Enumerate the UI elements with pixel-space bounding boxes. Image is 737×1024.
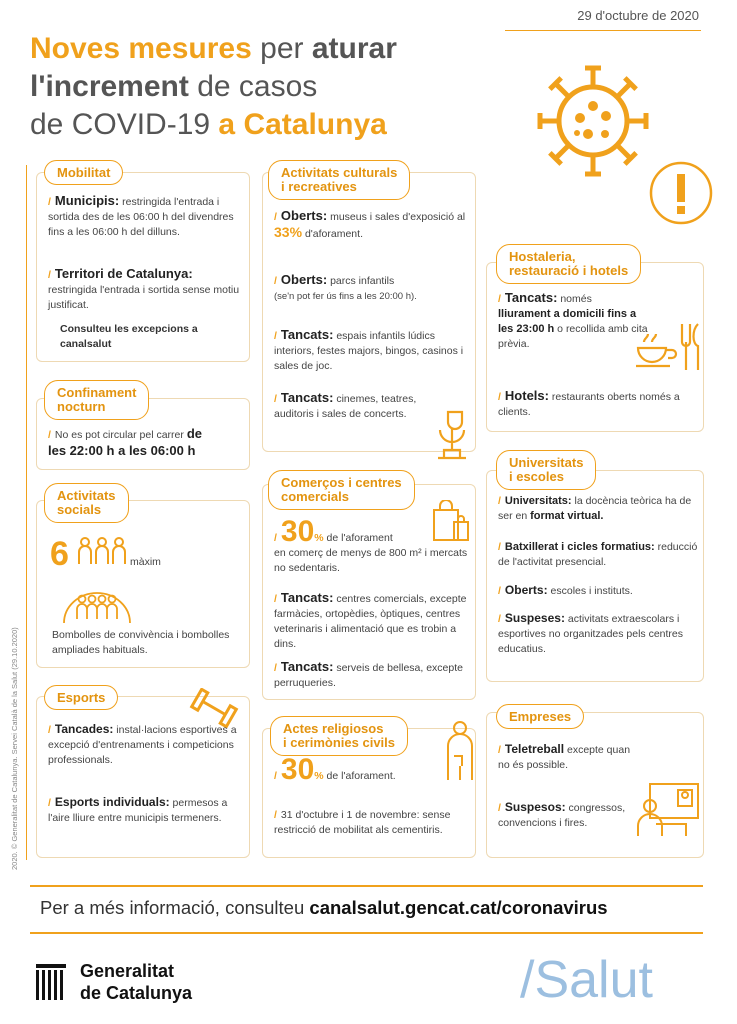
footer-info: Per a més informació, consulteu canalsalut.gencat.cat/coronavirus bbox=[40, 897, 608, 918]
universitats-item-2: / Batxillerat i cicles formatius: reducció de l'activitat presencial. bbox=[498, 541, 698, 568]
group-icon bbox=[76, 536, 128, 566]
comercos-item-2: / Tancats: centres comercials, excepte farmàcies, ortopèdies, òptiques, centres veterinaris i alimentació que es trobin a dins. bbox=[274, 590, 467, 650]
side-divider bbox=[26, 165, 27, 860]
hostaleria-item-1: / Tancats: només lliurament a domicili fins a les 23:00 h o recollida amb cita prèvia. bbox=[498, 290, 648, 350]
esports-item-2: / Esports individuals: permesos a l'aire lliure entre municipis termeners. bbox=[48, 795, 228, 824]
hostaleria-item-2: / Hotels: restaurants oberts només a clients. bbox=[498, 388, 680, 418]
esports-item-1: / Tancades: instal·lacions esportives a excepció d'entrenaments i competicions professionals. bbox=[48, 722, 237, 766]
page-title: Noves mesures per aturar l'increment de casos de COVID-19 a Catalunya bbox=[30, 32, 397, 141]
warning-icon bbox=[648, 160, 714, 226]
bubble-icon bbox=[62, 585, 132, 625]
footer-divider-bottom bbox=[30, 932, 703, 934]
mobilitat-item-2: / Territori de Catalunya: restringida l'entrada i sortida sense motiu justificat. bbox=[48, 266, 240, 311]
generalitat-name: Generalitat de Catalunya bbox=[80, 961, 193, 1003]
date-label: 29 d'octubre de 2020 bbox=[577, 8, 699, 23]
religiosos-item-2: / 31 d'octubre i 1 de novembre: sense restricció de mobilitat als cementiris. bbox=[274, 809, 451, 836]
mobilitat-tab: Mobilitat bbox=[44, 160, 123, 185]
universitats-item-1: / Universitats: la docència teòrica ha de ser en format virtual. bbox=[498, 495, 692, 522]
culturals-item-2: / Oberts: parcs infantils (se'n pot fer ús fins a les 20:00 h). bbox=[274, 272, 417, 302]
socials-tab: Activitats socials bbox=[44, 483, 129, 523]
universitats-item-3: / Oberts: escoles i instituts. bbox=[498, 583, 633, 597]
socials-text: Bombolles de convivència i bombolles ampliades habituals. bbox=[52, 629, 230, 656]
socials-number: 6 bbox=[50, 535, 69, 573]
cutlery-cup-icon bbox=[634, 320, 704, 372]
comercos-tab: Comerços i centres comercials bbox=[268, 470, 415, 510]
culturals-item-1: / Oberts: museus i sales d'exposició al 33% d'aforament. bbox=[274, 208, 466, 240]
culturals-tab: Activitats culturals i recreatives bbox=[268, 160, 410, 200]
universitats-tab: Universitats i escoles bbox=[496, 450, 596, 490]
salut-logo: /Salut bbox=[520, 951, 653, 1009]
esports-tab: Esports bbox=[44, 685, 118, 710]
mobilitat-item-1: / Municipis: restringida l'entrada i sortida des de les 06:00 h del divendres fins a les 06:00 h del dilluns. bbox=[48, 193, 234, 238]
hostaleria-tab: Hostaleria, restauració i hotels bbox=[496, 244, 641, 284]
virus-icon bbox=[530, 58, 656, 184]
culturals-item-3: / Tancats: espais infantils lúdics interiors, festes majors, bingos, casinos i sales de joc. bbox=[274, 327, 464, 372]
generalitat-logo-icon bbox=[34, 962, 68, 1002]
religiosos-item-1: / 30% de l'aforament. bbox=[274, 753, 396, 786]
religiosos-tab: Actes religiosos i cerimònies civils bbox=[270, 716, 408, 756]
confinament-text: / No es pot circular pel carrer de les 22:00 h a les 06:00 h bbox=[48, 426, 202, 458]
date-divider bbox=[505, 30, 701, 31]
confinament-tab: Confinament nocturn bbox=[44, 380, 149, 420]
theatre-icon bbox=[432, 408, 472, 466]
empreses-item-2: / Suspesos: congressos, convencions i fires. bbox=[498, 800, 626, 829]
culturals-item-4: / Tancats: cinemes, teatres, auditoris i sales de concerts. bbox=[274, 390, 417, 420]
video-call-icon bbox=[636, 780, 702, 840]
empreses-item-1: / Teletreball excepte quan no és possible. bbox=[498, 742, 631, 771]
footer-link[interactable]: canalsalut.gencat.cat/coronavirus bbox=[309, 897, 608, 918]
comercos-item-1: / 30% de l'aforament en comerç de menys de 800 m² i mercats no sedentaris. bbox=[274, 515, 468, 574]
socials-max: màxim bbox=[130, 556, 161, 568]
universitats-item-4: / Suspeses: activitats extraescolars i esportives no organitzades pels centres educatius. bbox=[498, 611, 684, 655]
mobilitat-item-3: Consulteu les excepcions a canalsalut bbox=[60, 323, 198, 350]
footer-divider-top bbox=[30, 885, 703, 887]
empreses-tab: Empreses bbox=[496, 704, 584, 729]
copyright-note: 2020. © Generalitat de Catalunya. Servei Català de la Salut (29.10.2020) bbox=[10, 627, 19, 870]
comercos-item-3: / Tancats: serveis de bellesa, excepte perruqueries. bbox=[274, 659, 463, 689]
